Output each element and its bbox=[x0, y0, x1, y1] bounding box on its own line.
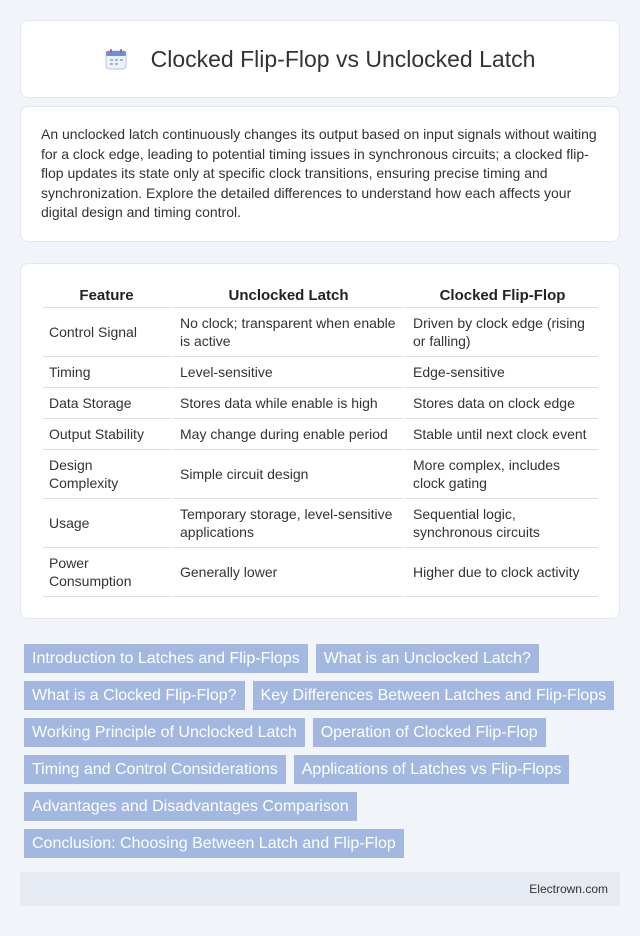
header-card bbox=[20, 20, 620, 98]
table-cell: Stores data on clock edge bbox=[403, 388, 598, 419]
tag-row bbox=[24, 792, 620, 821]
page-title: Clocked Flip-Flop vs Unclocked Latch bbox=[150, 45, 536, 72]
topic-tags bbox=[24, 644, 620, 866]
table-cell: Control Signal bbox=[43, 308, 170, 357]
table-header-row bbox=[43, 286, 598, 308]
table-cell: Stores data while enable is high bbox=[170, 388, 403, 419]
footer bbox=[20, 872, 620, 906]
table-cell: Generally lower bbox=[170, 548, 403, 597]
column-header-unclocked-latch: Unclocked Latch bbox=[170, 286, 403, 308]
table-cell: Usage bbox=[43, 499, 170, 548]
tag-conclusion[interactable]: Conclusion: Choosing Between Latch and Flip-Flop bbox=[24, 829, 404, 858]
table-row bbox=[43, 308, 598, 357]
table-cell: Design Complexity bbox=[43, 450, 170, 499]
table-cell: Edge-sensitive bbox=[403, 357, 598, 388]
table-cell: May change during enable period bbox=[170, 419, 403, 450]
tag-row bbox=[24, 829, 620, 858]
tag-row bbox=[24, 644, 620, 673]
tag-advantages-disadvantages[interactable]: Advantages and Disadvantages Comparison bbox=[24, 792, 357, 821]
table-row bbox=[43, 388, 598, 419]
table-cell: Simple circuit design bbox=[170, 450, 403, 499]
table-cell: Power Consumption bbox=[43, 548, 170, 597]
table-row bbox=[43, 548, 598, 597]
table-row bbox=[43, 499, 598, 548]
tag-row bbox=[24, 681, 620, 710]
tag-row bbox=[24, 755, 620, 784]
table-row bbox=[43, 450, 598, 499]
comparison-table-card bbox=[20, 263, 620, 619]
tag-timing-control[interactable]: Timing and Control Considerations bbox=[24, 755, 286, 784]
calendar-icon bbox=[105, 48, 127, 70]
column-header-clocked-flip-flop: Clocked Flip-Flop bbox=[403, 286, 598, 308]
table-cell: Driven by clock edge (rising or falling) bbox=[403, 308, 598, 357]
table-row bbox=[43, 357, 598, 388]
table-row bbox=[43, 419, 598, 450]
tag-working-principle[interactable]: Working Principle of Unclocked Latch bbox=[24, 718, 305, 747]
intro-card bbox=[20, 106, 620, 242]
table-cell: Data Storage bbox=[43, 388, 170, 419]
tag-what-is-clocked-flip-flop[interactable]: What is a Clocked Flip-Flop? bbox=[24, 681, 245, 710]
table-cell: More complex, includes clock gating bbox=[403, 450, 598, 499]
tag-row bbox=[24, 718, 620, 747]
intro-text: An unclocked latch continuously changes its output based on input signals without waiting for a clock edge, leading to potential timing issues in synchronous circuits; a clocked flip-flop updates its state only at specific clock transitions, ensuring precise timing and synchronization. Explore the detailed differences to understand how each affects your digital design and timing control. bbox=[41, 126, 597, 220]
table-cell: Temporary storage, level-sensitive applications bbox=[170, 499, 403, 548]
table-cell: Timing bbox=[43, 357, 170, 388]
tag-operation-flip-flop[interactable]: Operation of Clocked Flip-Flop bbox=[313, 718, 546, 747]
table-cell: Level-sensitive bbox=[170, 357, 403, 388]
tag-applications[interactable]: Applications of Latches vs Flip-Flops bbox=[294, 755, 570, 784]
column-header-feature: Feature bbox=[43, 286, 170, 308]
table-cell: Higher due to clock activity bbox=[403, 548, 598, 597]
tag-introduction[interactable]: Introduction to Latches and Flip-Flops bbox=[24, 644, 308, 673]
tag-what-is-unclocked-latch[interactable]: What is an Unclocked Latch? bbox=[316, 644, 539, 673]
tag-key-differences[interactable]: Key Differences Between Latches and Flip-Flops bbox=[253, 681, 615, 710]
comparison-table bbox=[43, 286, 598, 597]
table-cell: No clock; transparent when enable is active bbox=[170, 308, 403, 357]
footer-brand[interactable]: Electrown.com bbox=[529, 882, 608, 896]
table-cell: Output Stability bbox=[43, 419, 170, 450]
table-cell: Sequential logic, synchronous circuits bbox=[403, 499, 598, 548]
table-cell: Stable until next clock event bbox=[403, 419, 598, 450]
